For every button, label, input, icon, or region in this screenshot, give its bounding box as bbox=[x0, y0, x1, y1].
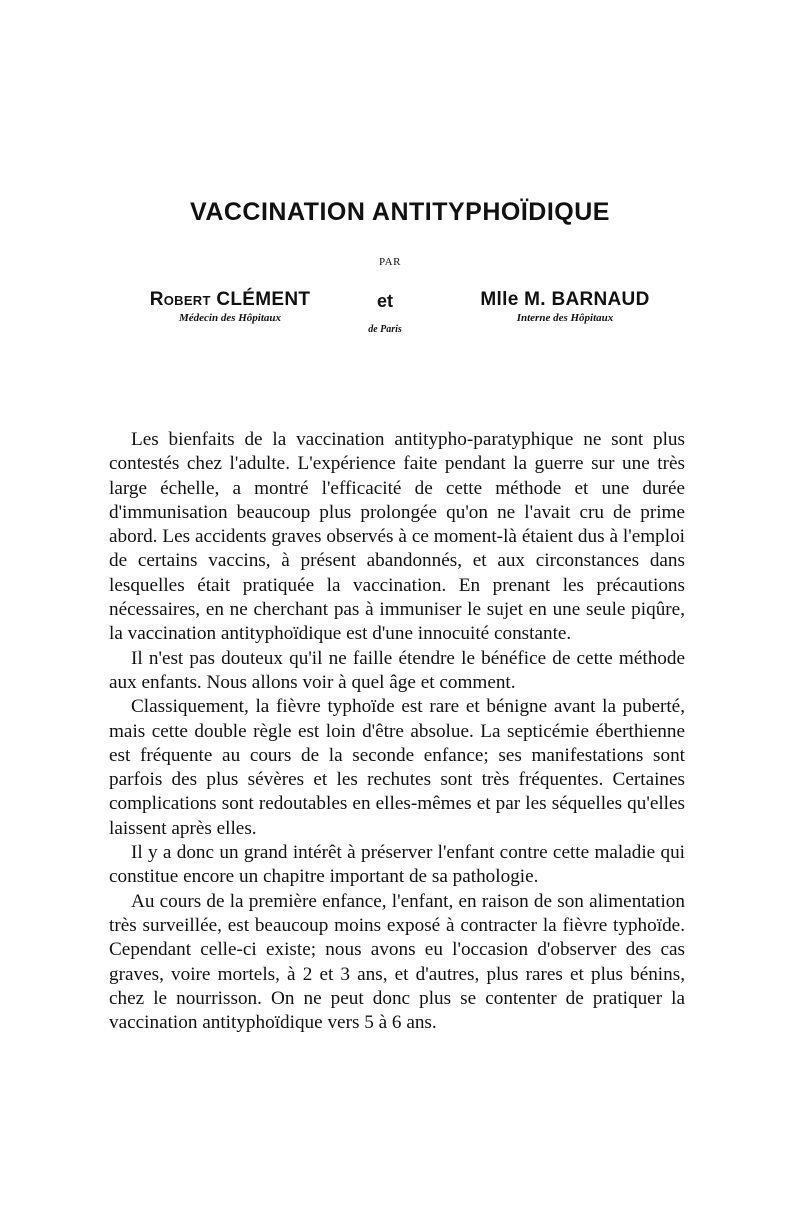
author-name bbox=[130, 289, 330, 311]
author-last-name: BARNAUD bbox=[551, 289, 650, 310]
author-last-name: CLÉMENT bbox=[216, 289, 311, 310]
author-conjunction: et bbox=[376, 291, 393, 311]
body-paragraph: Il y a donc un grand intérêt à préserver l'enfant contre cette maladie qui constitue encore un chapitre important de sa pathologie. bbox=[109, 842, 685, 888]
body-paragraph: Il n'est pas douteux qu'il ne faille étendre le bénéfice de cette méthode aux enfants. Nous allons voir à quel âge et comment. bbox=[109, 647, 685, 693]
author-role: Médecin des Hôpitaux bbox=[178, 312, 282, 324]
article-title: VACCINATION ANTITYPHOÏDIQUE bbox=[190, 198, 610, 226]
article-body bbox=[109, 428, 685, 1035]
author-name bbox=[460, 289, 670, 311]
body-paragraph: Les bienfaits de la vaccination antitypho-paratyphique ne sont plus contestés chez l'adulte. L'expérience faite pendant la guerre sur une très large échelle, a montré l'efficacité de cette méthode et une durée d'immunisation beaucoup plus prolongée qu'on ne l'avait cru de prime abord. Les accidents graves observés à ce moment-là étaient dus à l'emploi de certains vaccins, à présent abandonnés, et aux circonstances dans lesquelles était pratiquée la vaccination. En prenant les précautions nécessaires, en ne cherchant pas à immuniser le sujet en une seule piqûre, la vaccination antityphoïdique est d'une innocuité constante. bbox=[109, 429, 685, 645]
author-block-clement bbox=[130, 289, 330, 324]
author-first-name: Mlle M. bbox=[480, 289, 546, 310]
shared-affiliation: de Paris bbox=[368, 324, 402, 335]
author-block-barnaud bbox=[460, 289, 670, 324]
body-paragraph: Classiquement, la fièvre typhoïde est rare et bénigne avant la puberté, mais cette double règle est loin d'être absolue. La septicémie éberthienne est fréquente au cours de la seconde enfance; ses manifestations sont parfois des plus sévères et les rechutes sont très fréquentes. Certaines complications sont redoutables en elles-mêmes et par les séquelles qu'elles laissent après elles. bbox=[109, 696, 685, 839]
author-first-name: Robert bbox=[149, 289, 211, 310]
byline-par: PAR bbox=[379, 256, 401, 268]
author-role: Interne des Hôpitaux bbox=[516, 312, 614, 324]
body-paragraph: Au cours de la première enfance, l'enfant, en raison de son alimentation très surveillée, est beaucoup moins exposé à contracter la fièvre typhoïde. Cependant celle-ci existe; nous avons eu l'occasion d'observer des cas graves, voire mortels, à 2 et 3 ans, et d'autres, plus rares et plus bénins, chez le nourrisson. On ne peut donc plus se contenter de pratiquer la vaccination antityphoïdique vers 5 à 6 ans. bbox=[109, 890, 685, 1034]
